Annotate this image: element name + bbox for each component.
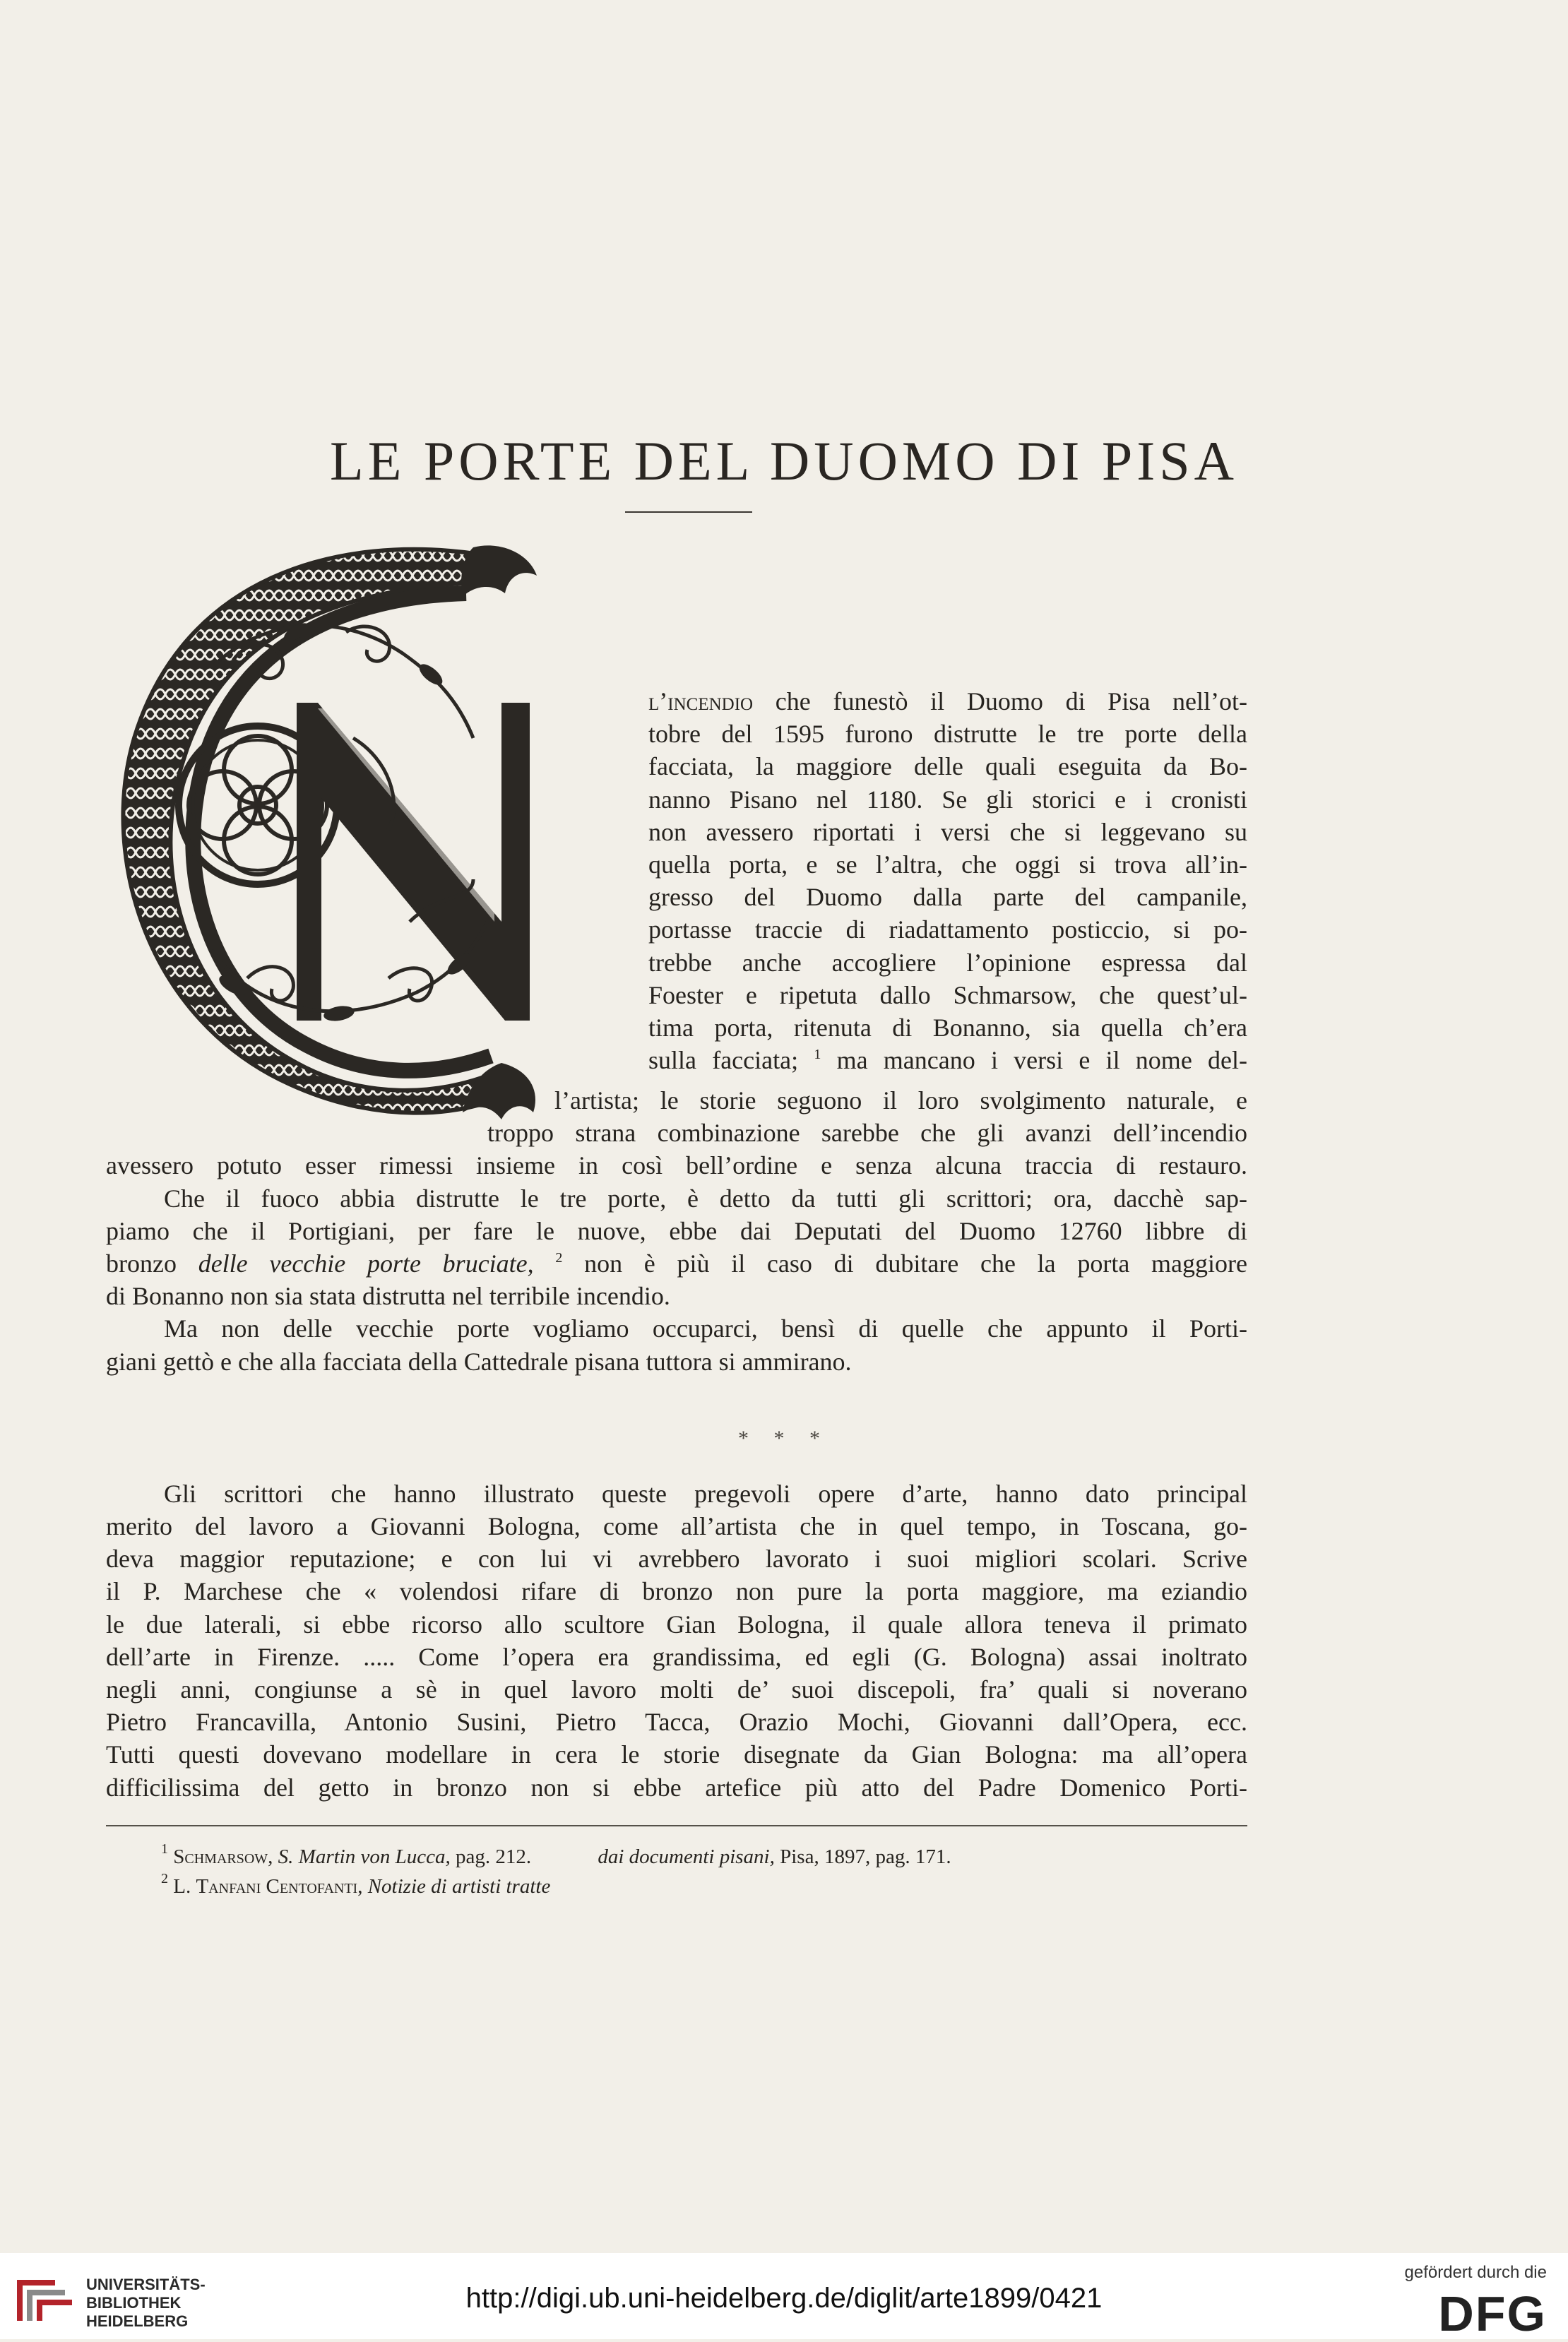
section-two-paragraph [106, 1510, 1247, 1804]
text-line: Foester e ripetuta dallo Schmarsow, che quest’ul- [648, 980, 1247, 1009]
text-line: nanno Pisano nel 1180. Se gli storici e i cronisti [648, 785, 1247, 814]
text-line: bronzo delle vecchie porte bruciate, $^2$ non è più il caso di dubitare che la porta maggiore [106, 1249, 1247, 1278]
library-line-3: HEIDELBERG [86, 2312, 189, 2330]
dfg-logo: DFG [1438, 2286, 1547, 2341]
library-line-2: BIBLIOTHEK [86, 2294, 182, 2312]
intro-paragraph [648, 685, 1247, 1076]
section-asterism: * * * [738, 1427, 830, 1450]
text-line: l’incendio che funestò il Duomo di Pisa nell’ot- [648, 687, 1247, 715]
text-line: quella porta, e se l’altra, che oggi si trova all’in- [648, 850, 1247, 879]
text-line: dell’arte in Firenze. ..... Come l’opera era grandissima, ed egli (G. Bologna) assai inoltrato [106, 1642, 1247, 1671]
text-line: non avessero riportati i versi che si leggevano su [648, 817, 1247, 846]
text-line: gresso del Duomo dalla parte del campanile, [648, 883, 1247, 912]
library-line-1: UNIVERSITÄTS- [86, 2276, 206, 2293]
text-line: troppo strana combinazione sarebbe che gli avanzi dell’incendio [487, 1119, 1247, 1148]
text-line: trebbe anche accogliere l’opinione espressa dal [648, 948, 1247, 977]
funding-label: gefördert durch die [1404, 2263, 1547, 2282]
text-line: negli anni, congiunse a sè in quel lavoro molti de’ suoi discepoli, fra’ quali si noverano [106, 1675, 1247, 1704]
text-line: Che il fuoco abbia distrutte le tre porte, è detto da tutti gli scrittori; ora, dacchè sap- [164, 1184, 1247, 1213]
page-title: LE PORTE DEL DUOMO DI PISA [330, 430, 1238, 492]
text-line: l’artista; le storie seguono il loro svolgimento naturale, e [554, 1086, 1247, 1114]
text-line: deva maggior reputazione; e con lui vi avrebbero lavorato i suoi migliori scolari. Scrive [106, 1545, 1247, 1574]
text-line: il P. Marchese che « volendosi rifare di bronzo non pure la porta maggiore, ma eziandio [106, 1577, 1247, 1606]
text-line: merito del lavoro a Giovanni Bologna, come all’artista che in quel tempo, in Toscana, go- [106, 1512, 1247, 1540]
section-two-first-line [164, 1478, 1247, 1510]
text-line: Gli scrittori che hanno illustrato queste pregevoli opere d’arte, hanno dato principal [164, 1480, 1247, 1508]
text-line: Pietro Francavilla, Antonio Susini, Pietro Tacca, Orazio Mochi, Giovanni dall’Opera, ecc. [106, 1708, 1247, 1737]
footnote: $^2$ L. Tanfani Centofanti, Notizie di artisti tratte [161, 1871, 551, 1898]
title-divider [625, 511, 752, 513]
text-line: Tutti questi dovevano modellare in cera le storie disegnate da Gian Bologna: ma all’opera [106, 1740, 1247, 1769]
text-line: sulla facciata; $^1$ ma mancano i versi e il nome del- [648, 1046, 1247, 1075]
text-line: tobre del 1595 furono distrutte le tre porte della [648, 720, 1247, 749]
text-line: di Bonanno non sia stata distrutta nel terribile incendio. [106, 1282, 670, 1311]
source-url-link[interactable]: http://digi.ub.uni-heidelberg.de/diglit/arte1899/0421 [465, 2283, 1103, 2314]
text-line: le due laterali, si ebbe ricorso allo scultore Gian Bologna, il quale allora teneva il primato [106, 1610, 1247, 1639]
footnote: $^1$ Schmarsow, S. Martin von Lucca, pag. 212. dai documenti pisani, Pisa, 1897, pag. 171. [161, 1841, 951, 1868]
text-line: avessero potuto esser rimessi insieme in così bell’ordine e senza alcuna traccia di restauro. [106, 1151, 1247, 1180]
text-line: difficilissima del getto in bronzo non si ebbe artefice più atto del Padre Domenico Porti- [106, 1773, 1247, 1802]
continued-paragraphs [106, 1084, 1247, 1378]
text-line: portasse traccie di riadattamento posticcio, si po- [648, 915, 1247, 944]
text-line: Ma non delle vecchie porte vogliamo occuparci, bensì di quelle che appunto il Porti- [164, 1314, 1247, 1343]
footnote-divider [106, 1825, 1247, 1826]
text-line: piamo che il Portigiani, per fare le nuove, ebbe dai Deputati del Duomo 12760 libbre di [106, 1216, 1247, 1245]
text-line: giani gettò e che alla facciata della Cattedrale pisana tuttora si ammirano. [106, 1347, 852, 1376]
text-line: tima porta, ritenuta di Bonanno, sia quella ch’era [648, 1013, 1247, 1042]
text-line: facciata, la maggiore delle quali eseguita da Bo- [648, 752, 1247, 781]
footnotes [161, 1842, 1249, 1901]
decorated-initial-letter [106, 526, 636, 1134]
